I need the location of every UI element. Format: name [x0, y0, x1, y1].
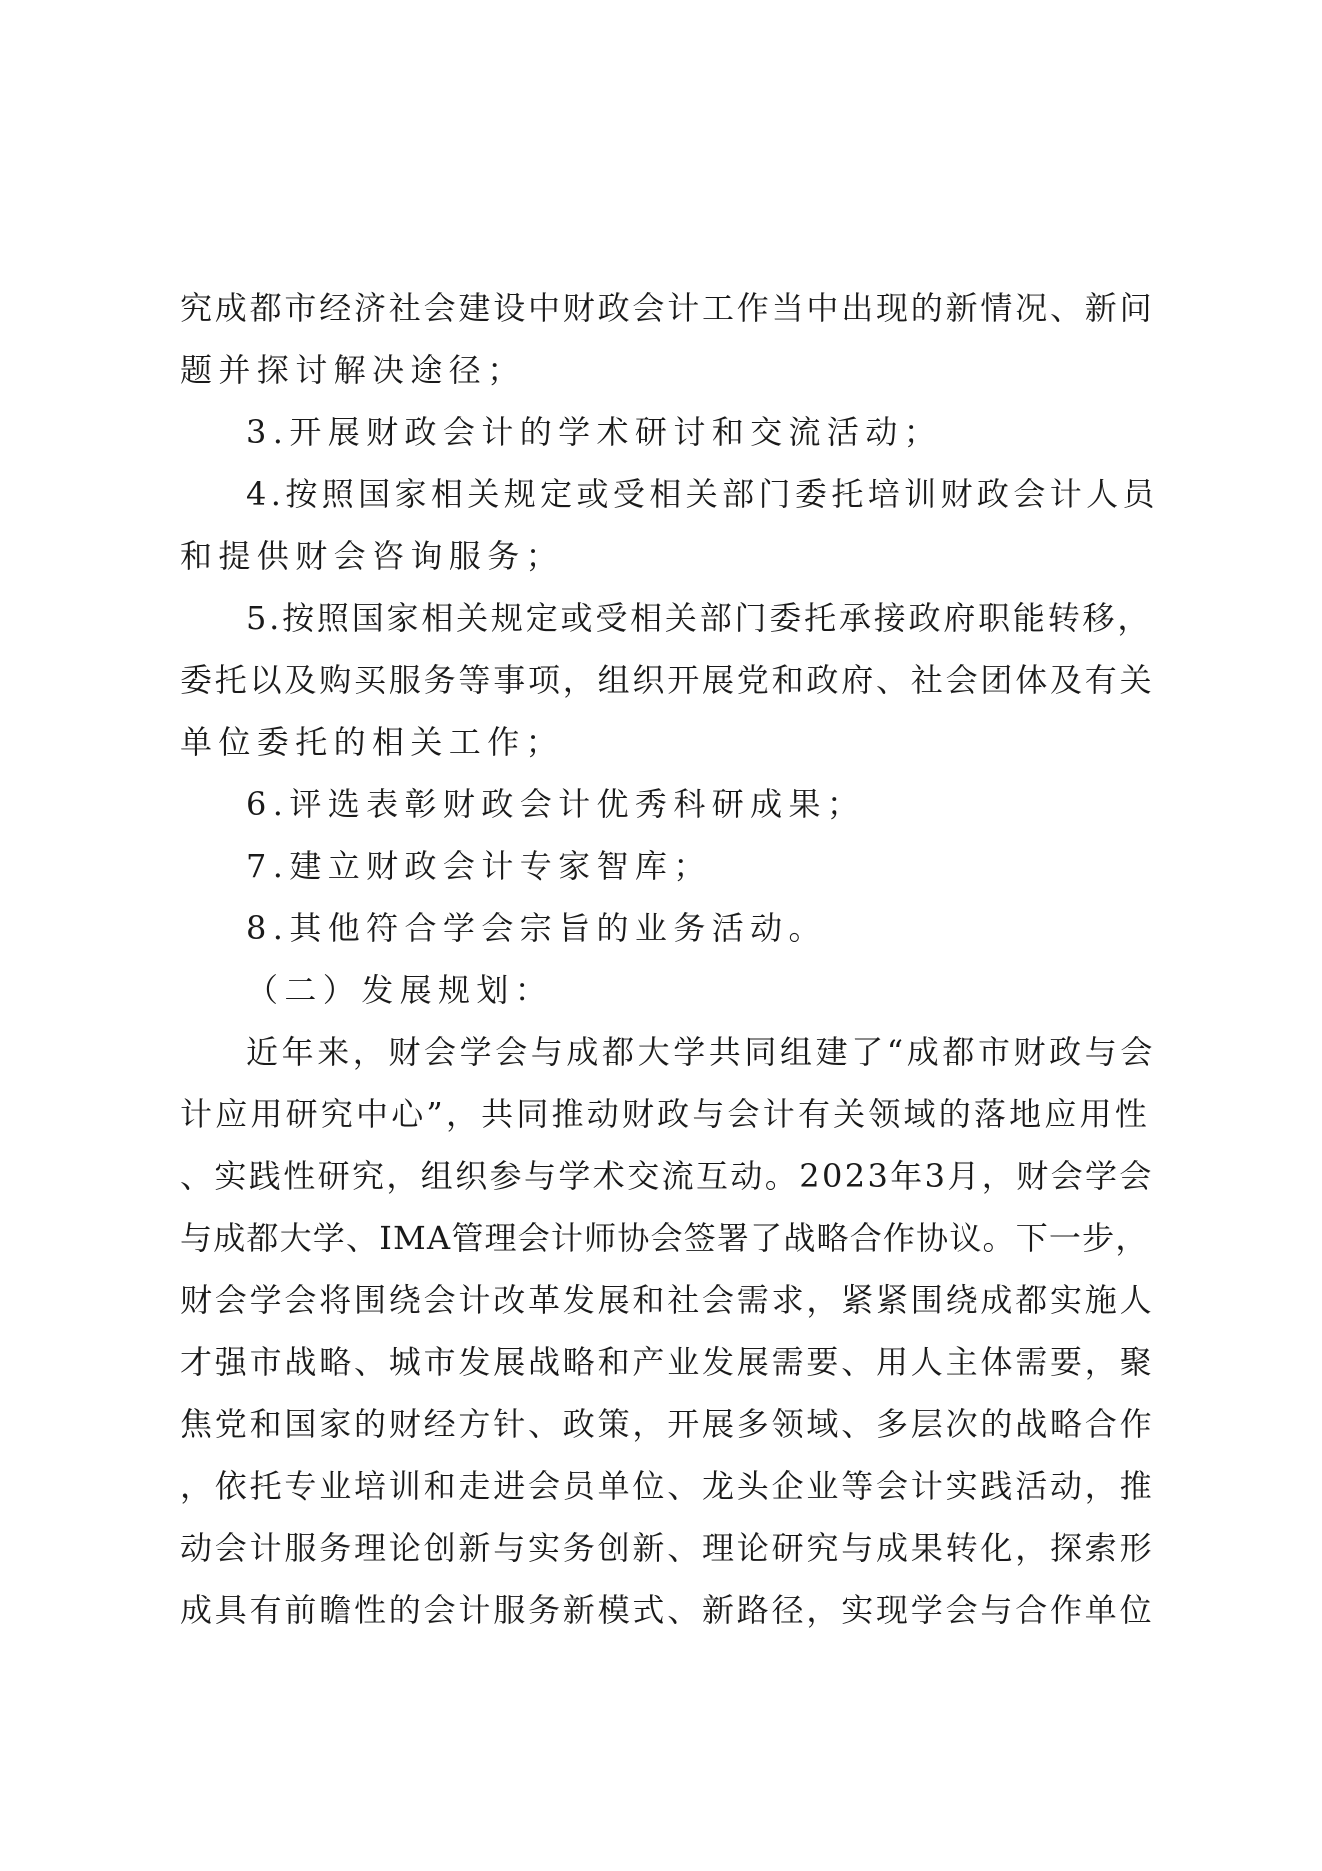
text-line: 题并探讨解决途径；: [180, 351, 526, 389]
text-line: 和提供财会咨询服务；: [180, 537, 565, 575]
text-line: ，依托专业培训和走进会员单位、龙头企业等会计实践活动，推: [180, 1467, 1155, 1505]
text-line: 成具有前瞻性的会计服务新模式、新路径，实现学会与合作单位: [180, 1591, 1155, 1629]
list-item-7: 7.建立财政会计专家智库；: [246, 847, 712, 885]
list-item-6: 6.评选表彰财政会计优秀科研成果；: [246, 785, 866, 823]
text-line: 、实践性研究，组织参与学术交流互动。2023年3月，财会学会: [180, 1157, 1154, 1195]
list-item-4: 4.按照国家相关规定或受相关部门委托培训财政会计人员: [246, 475, 1159, 513]
text-line: 单位委托的相关工作；: [180, 723, 565, 761]
text-line: 焦党和国家的财经方针、政策，开展多领域、多层次的战略合作: [180, 1405, 1155, 1443]
paragraph-start: 近年来，财会学会与成都大学共同组建了“成都市财政与会: [246, 1033, 1156, 1071]
section-heading: （二）发展规划：: [246, 971, 554, 1009]
text-line: 才强市战略、城市发展战略和产业发展需要、用人主体需要，聚: [180, 1343, 1155, 1381]
list-item-3: 3.开展财政会计的学术研讨和交流活动；: [246, 413, 943, 451]
text-line: 动会计服务理论创新与实务创新、理论研究与成果转化，探索形: [180, 1529, 1155, 1567]
text-line: 究成都市经济社会建设中财政会计工作当中出现的新情况、新问: [180, 289, 1155, 327]
list-item-8: 8.其他符合学会宗旨的业务活动。: [246, 909, 827, 947]
text-line: 财会学会将围绕会计改革发展和社会需求，紧紧围绕成都实施人: [180, 1281, 1155, 1319]
text-line: 委托以及购买服务等事项，组织开展党和政府、社会团体及有关: [180, 661, 1155, 699]
list-item-5: 5.按照国家相关规定或受相关部门委托承接政府职能转移，: [246, 599, 1153, 637]
text-line: 计应用研究中心”，共同推动财政与会计有关领域的落地应用性: [180, 1095, 1150, 1133]
text-line: 与成都大学、IMA管理会计师协会签署了战略合作协议。下一步，: [180, 1219, 1149, 1257]
